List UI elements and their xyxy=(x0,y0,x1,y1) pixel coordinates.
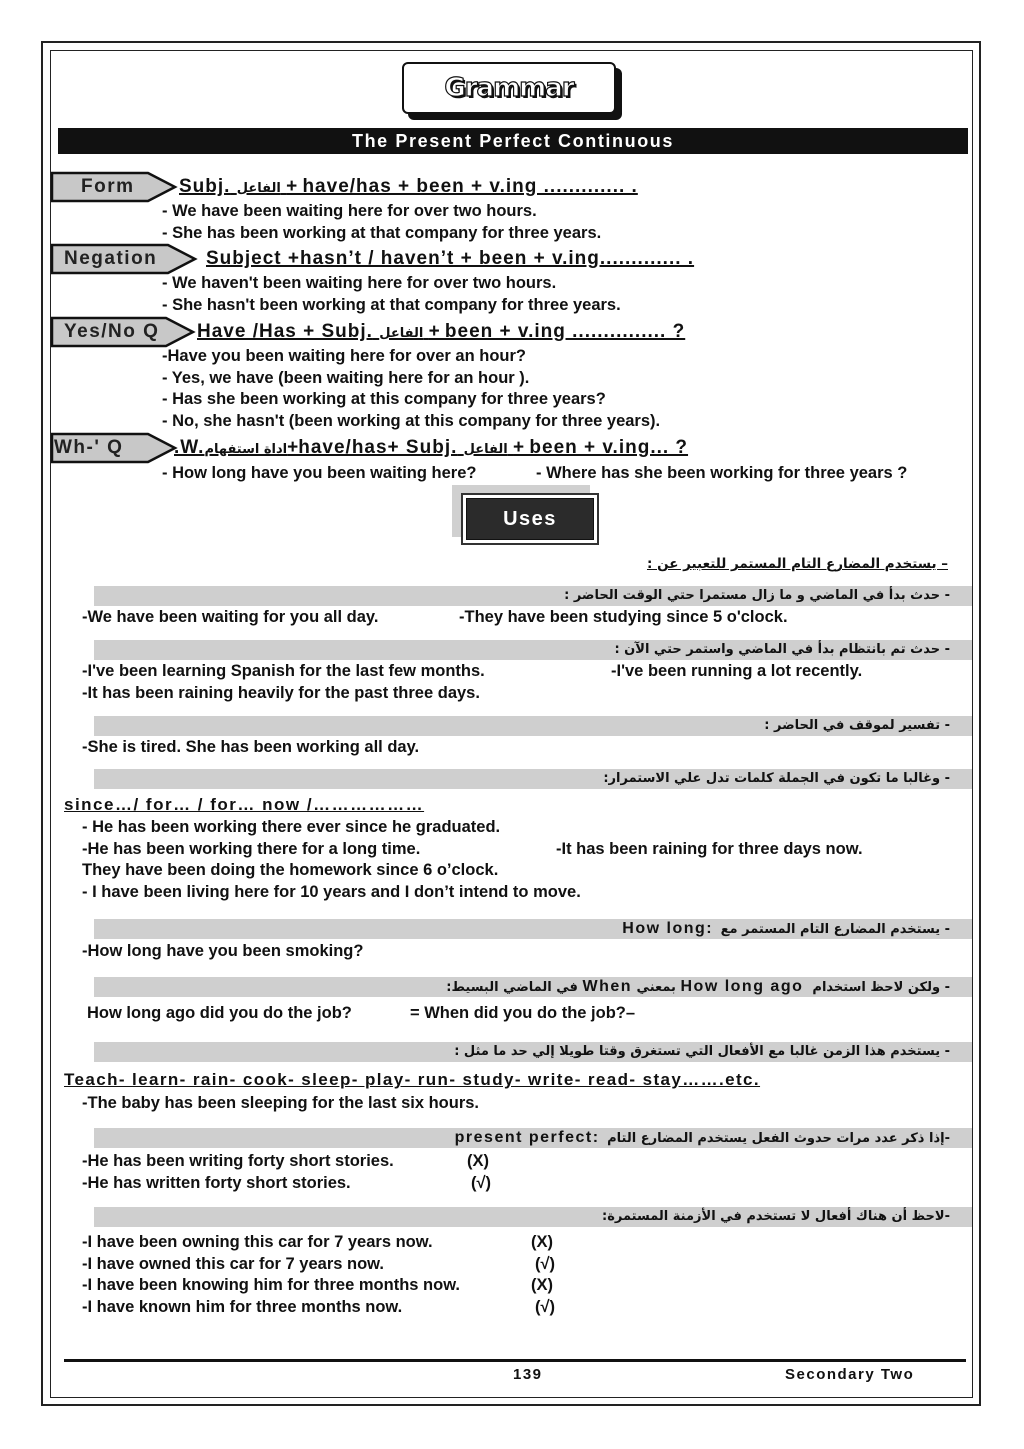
wh-tag xyxy=(51,431,179,465)
use-bar xyxy=(94,919,972,939)
use-bar xyxy=(94,1207,972,1227)
check-mark: (√) xyxy=(471,1174,492,1192)
use-example: - He has been working there ever since he graduated. xyxy=(82,818,501,836)
use-bar-text xyxy=(622,920,950,939)
use-bar xyxy=(94,977,972,997)
negation-tag xyxy=(51,242,199,276)
check-mark: (X) xyxy=(531,1233,553,1251)
use-bar-text: - حدث بدأ في الماضي و ما زال مستمرا حتي الوقت الحاضر : xyxy=(564,588,950,603)
negation-example: - She hasn't been working at that company for three years. xyxy=(162,296,621,314)
form-label: Form xyxy=(81,176,135,197)
wh-part3: + been + v.ing... ? xyxy=(513,437,689,458)
use-bar-text: - يستخدم هذا الزمن غالبا مع الأفعال التي تستغرق وقتا طويلا إلي حد ما مثل : xyxy=(454,1044,950,1059)
use-example: -I have known him for three months now. xyxy=(82,1298,403,1316)
negation-label: Negation xyxy=(64,248,158,269)
yesno-subj-ar: الفاعل xyxy=(379,326,424,341)
use-example: How long ago did you do the job? xyxy=(87,1004,352,1022)
use-bar-text: -لاحظ أن هناك أفعال لا تستخدم في الأزمنة المستمرة: xyxy=(602,1209,950,1224)
use-example: -How long have you been smoking? xyxy=(82,942,364,960)
wh-subj-ar: الفاعل xyxy=(463,442,508,457)
grammar-logo-text: Grammar xyxy=(444,73,574,103)
use-example: -He has been working there for a long time. xyxy=(82,840,421,858)
use-example: -The baby has been sleeping for the last six hours. xyxy=(82,1094,480,1112)
page-number: 139 xyxy=(513,1366,543,1383)
footer-rule xyxy=(64,1359,966,1362)
uses-intro: – يستخدم المضارع التام المستمر للتعبير عن : xyxy=(646,556,948,572)
use-example: -I have been knowing him for three months now. xyxy=(82,1276,461,1294)
wh-example: - Where has she been working for three years ? xyxy=(536,464,908,482)
use-bar-text xyxy=(455,1129,950,1148)
use-example: -He has been writing forty short stories. xyxy=(82,1152,394,1170)
use-bar xyxy=(94,1128,972,1148)
check-mark: (X) xyxy=(531,1276,553,1294)
section-title: The Present Perfect Continuous xyxy=(58,128,968,154)
uses-heading-box xyxy=(461,493,599,545)
use-bar xyxy=(94,640,972,660)
use-example: -It has been raining for three days now. xyxy=(556,840,863,858)
use-bar xyxy=(94,769,972,789)
use-example: -I have owned this car for 7 years now. xyxy=(82,1255,384,1273)
yesno-example: - Has she been working at this company for three years? xyxy=(162,390,606,408)
wh-part1: .W. xyxy=(174,437,205,458)
uses-heading: Uses xyxy=(466,498,594,540)
use-example: -We have been waiting for you all day. xyxy=(82,608,379,626)
use-bar-text: - تفسير لموقف في الحاضر : xyxy=(764,718,950,733)
use-bar xyxy=(94,1042,972,1062)
use-bar xyxy=(94,716,972,736)
use-bar-en: :present perfect xyxy=(454,1129,599,1146)
use-bar-ar: في الماضي البسيط: xyxy=(446,980,578,995)
wh-example: - How long have you been waiting here? xyxy=(162,464,477,482)
use-bar-text xyxy=(446,978,950,997)
check-mark: (√) xyxy=(535,1255,556,1273)
use-bar-ar: - يستخدم المضارع التام المستمر مع xyxy=(720,922,950,937)
form-example: - She has been working at that company for three years. xyxy=(162,224,602,242)
yesno-part1: Have /Has + Subj. xyxy=(197,321,373,342)
use-bar-en: How long ago xyxy=(680,978,804,995)
yesno-example: -Have you been waiting here for over an hour? xyxy=(162,347,526,365)
use-example: -I've been learning Spanish for the last few months. xyxy=(82,662,485,680)
use-example: -He has written forty short stories. xyxy=(82,1174,351,1192)
yesno-formula xyxy=(197,321,685,343)
use-bar-text: - وغالبا ما تكون في الجملة كلمات تدل علي الاستمرار: xyxy=(603,771,950,786)
use-example: They have been doing the homework since 6 o’clock. xyxy=(82,861,499,879)
wh-part2: +have/has+ Subj. xyxy=(287,437,458,458)
check-mark: (X) xyxy=(467,1152,489,1170)
book-title: Secondary Two xyxy=(785,1366,915,1383)
yesno-tag xyxy=(51,315,197,349)
since-for-line: since…/ for… / for… now /……………… xyxy=(64,795,425,814)
use-example: = When did you do the job?– xyxy=(410,1004,636,1022)
yesno-example: - No, she hasn't (been working at this company for three years). xyxy=(162,412,661,430)
form-tag xyxy=(51,170,179,204)
yesno-part2: + been + v.ing ............... ? xyxy=(428,321,686,342)
form-subj: Subj. xyxy=(179,176,231,197)
use-example: -I've been running a lot recently. xyxy=(611,662,863,680)
use-bar-ar: -إذا ذكر عدد مرات حدوث الفعل يستخدم المضارع التام xyxy=(607,1131,950,1146)
use-bar-ar: - ولكن لاحظ استخدام xyxy=(812,980,950,995)
use-bar-ar: بمعني xyxy=(636,980,676,995)
yesno-label: Yes/No Q xyxy=(64,321,160,342)
verbs-line: Teach- learn- rain- cook- sleep- play- run- study- write- read- stay…….etc. xyxy=(64,1070,761,1089)
grammar-logo xyxy=(402,62,616,114)
wh-label: Wh-' Q xyxy=(54,437,124,458)
wh-formula xyxy=(174,437,688,459)
form-rest: + have/has + been + v.ing ............. . xyxy=(286,176,638,197)
use-bar-text: - حدث تم بانتظام بدأ في الماضي واستمر حتي الآن : xyxy=(614,642,950,657)
use-example: - I have been living here for 10 years and I don’t intend to move. xyxy=(82,883,581,901)
use-bar xyxy=(94,586,972,606)
wh-qword-ar: اداة استفهام xyxy=(204,442,288,457)
use-example: -I have been owning this car for 7 years now. xyxy=(82,1233,433,1251)
use-example: -It has been raining heavily for the past three days. xyxy=(82,684,480,702)
form-subj-ar: الفاعل xyxy=(236,181,281,196)
use-example: -She is tired. She has been working all day. xyxy=(82,738,420,756)
use-example: -They have been studying since 5 o'clock. xyxy=(459,608,788,626)
negation-example: - We haven't been waiting here for over two hours. xyxy=(162,274,557,292)
negation-formula: Subject +hasn’t / haven’t + been + v.ing............. . xyxy=(206,248,695,269)
form-formula xyxy=(179,176,638,198)
check-mark: (√) xyxy=(535,1298,556,1316)
use-bar-en: :How long xyxy=(622,920,712,937)
use-bar-en: When xyxy=(582,978,633,995)
form-example: - We have been waiting here for over two hours. xyxy=(162,202,537,220)
yesno-example: - Yes, we have (been waiting here for an hour ). xyxy=(162,369,530,387)
